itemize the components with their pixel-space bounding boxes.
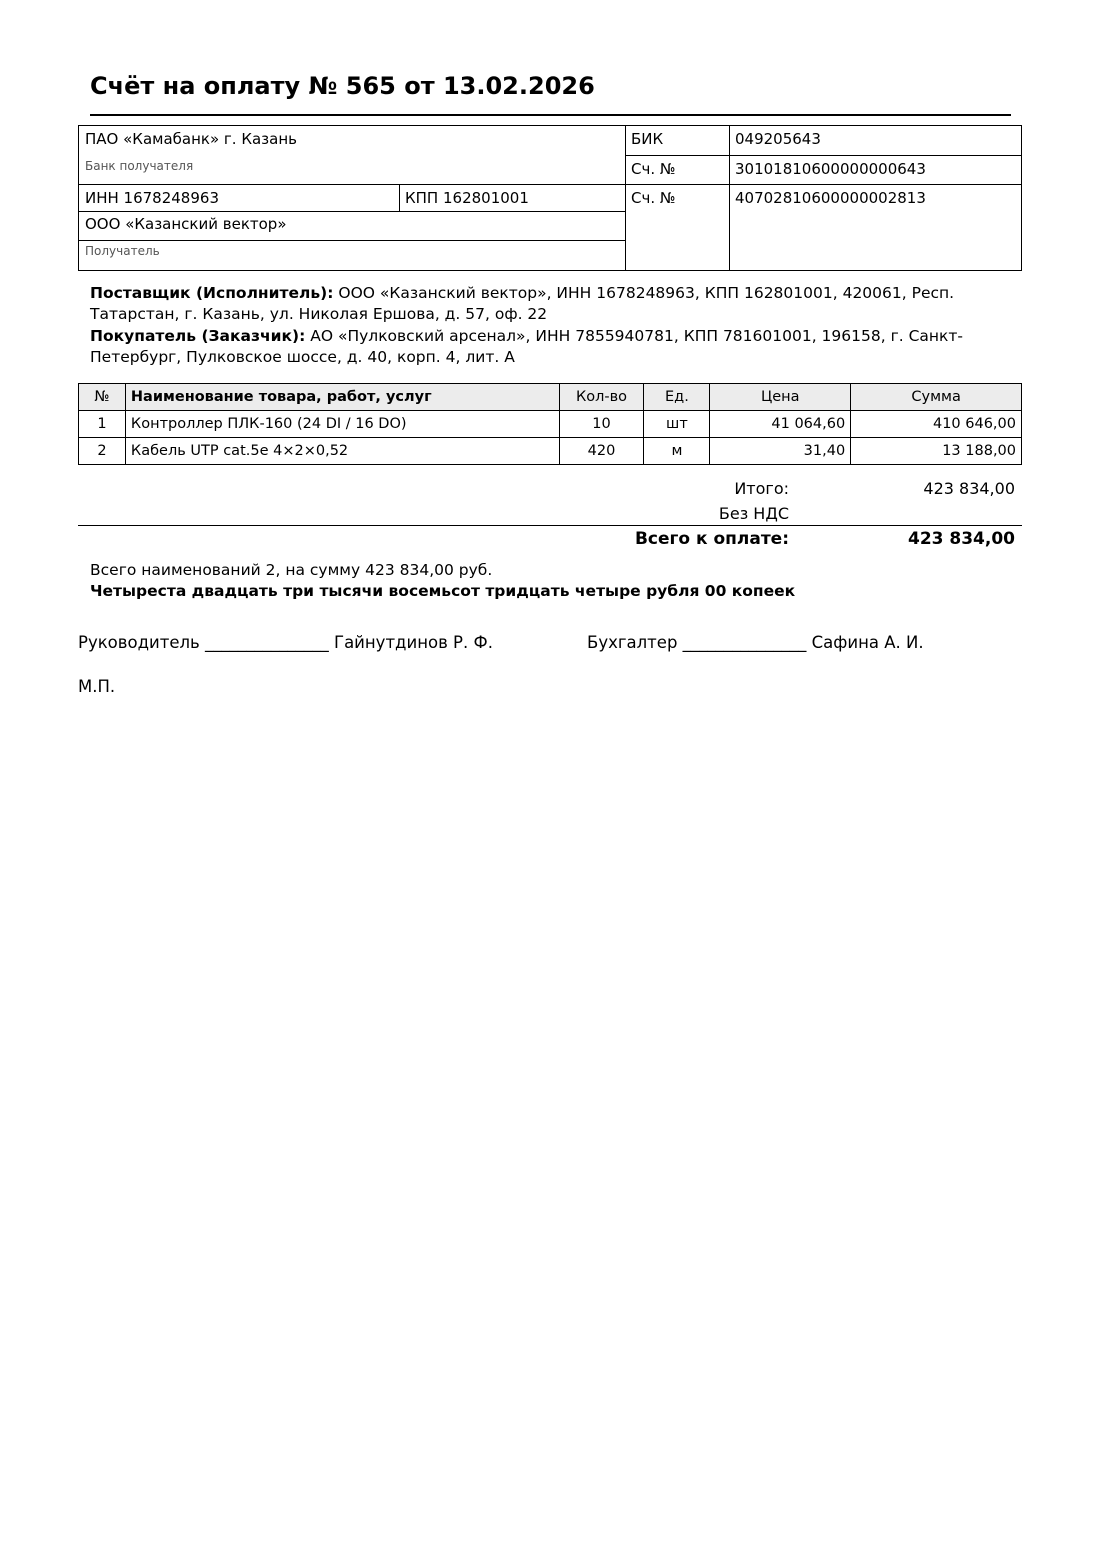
amount-due-value: 423 834,00 [907, 529, 1015, 549]
corr-account-label: Сч. № [631, 160, 676, 178]
row-number: 2 [79, 438, 126, 465]
supplier-label: Поставщик (Исполнитель): [90, 284, 334, 302]
item-unit: шт [644, 411, 710, 438]
item-price: 31,40 [710, 438, 851, 465]
bank-details-block [78, 125, 1022, 271]
table-row [79, 438, 1022, 465]
items-table [78, 383, 1022, 465]
director-signature: Руководитель _______________ Гайнутдинов Р. Ф. [78, 633, 493, 652]
item-name: Кабель UTP cat.5e 4×2×0,52 [125, 438, 559, 465]
recipient-name: ООО «Казанский вектор» [85, 215, 287, 233]
vat-label: Без НДС [718, 504, 789, 523]
stamp-place: М.П. [78, 677, 116, 696]
divider [79, 184, 1021, 185]
total-label: Итого: [734, 479, 789, 498]
total-value: 423 834,00 [923, 479, 1015, 498]
item-quantity: 420 [559, 438, 644, 465]
bank-caption: Банк получателя [85, 159, 194, 173]
accountant-signature: Бухгалтер _______________ Сафина А. И. [587, 633, 924, 652]
table-header-row [79, 384, 1022, 411]
recipient-kpp: КПП 162801001 [405, 189, 529, 207]
column-header-unit: Ед. [644, 384, 710, 411]
column-header-sum: Сумма [851, 384, 1022, 411]
buyer-info [90, 326, 990, 368]
recipient-caption: Получатель [85, 244, 160, 258]
amount-in-words: Четыреста двадцать три тысячи восемьсот тридцать четыре рубля 00 копеек [90, 582, 796, 600]
divider [79, 240, 625, 241]
corr-account-value: 30101810600000000643 [735, 160, 926, 178]
item-quantity: 10 [559, 411, 644, 438]
supplier-info [90, 283, 990, 325]
column-header-price: Цена [710, 384, 851, 411]
column-header-name: Наименование товара, работ, услуг [125, 384, 559, 411]
page-title: Счёт на оплату № 565 от 13.02.2026 [90, 72, 595, 100]
title-divider [90, 114, 1011, 116]
buyer-text: АО «Пулковский арсенал», ИНН 7855940781, КПП 781601001, 196158, г. Санкт-Петербург, Пулковское шоссе, д. 40, корп. 4, лит. А [90, 327, 964, 366]
buyer-label: Покупатель (Заказчик): [90, 327, 306, 345]
items-count-summary: Всего наименований 2, на сумму 423 834,00 руб. [90, 561, 493, 579]
item-sum: 13 188,00 [851, 438, 1022, 465]
divider [79, 211, 625, 212]
row-number: 1 [79, 411, 126, 438]
supplier-text: ООО «Казанский вектор», ИНН 1678248963, КПП 162801001, 420061, Респ. Татарстан, г. Казань, ул. Николая Ершова, д. 57, оф. 22 [90, 284, 955, 323]
account-label: Сч. № [631, 189, 676, 207]
recipient-inn: ИНН 1678248963 [85, 189, 219, 207]
item-price: 41 064,60 [710, 411, 851, 438]
item-unit: м [644, 438, 710, 465]
bank-name: ПАО «Камабанк» г. Казань [85, 130, 297, 148]
totals-divider [78, 525, 1022, 526]
account-value: 40702810600000002813 [735, 189, 926, 207]
bik-value: 049205643 [735, 130, 821, 148]
divider [625, 155, 1021, 156]
item-name: Контроллер ПЛК-160 (24 DI / 16 DO) [125, 411, 559, 438]
table-row [79, 411, 1022, 438]
bik-label: БИК [631, 130, 664, 148]
item-sum: 410 646,00 [851, 411, 1022, 438]
column-header-number: № [79, 384, 126, 411]
column-header-quantity: Кол-во [559, 384, 644, 411]
amount-due-label: Всего к оплате: [634, 529, 789, 549]
